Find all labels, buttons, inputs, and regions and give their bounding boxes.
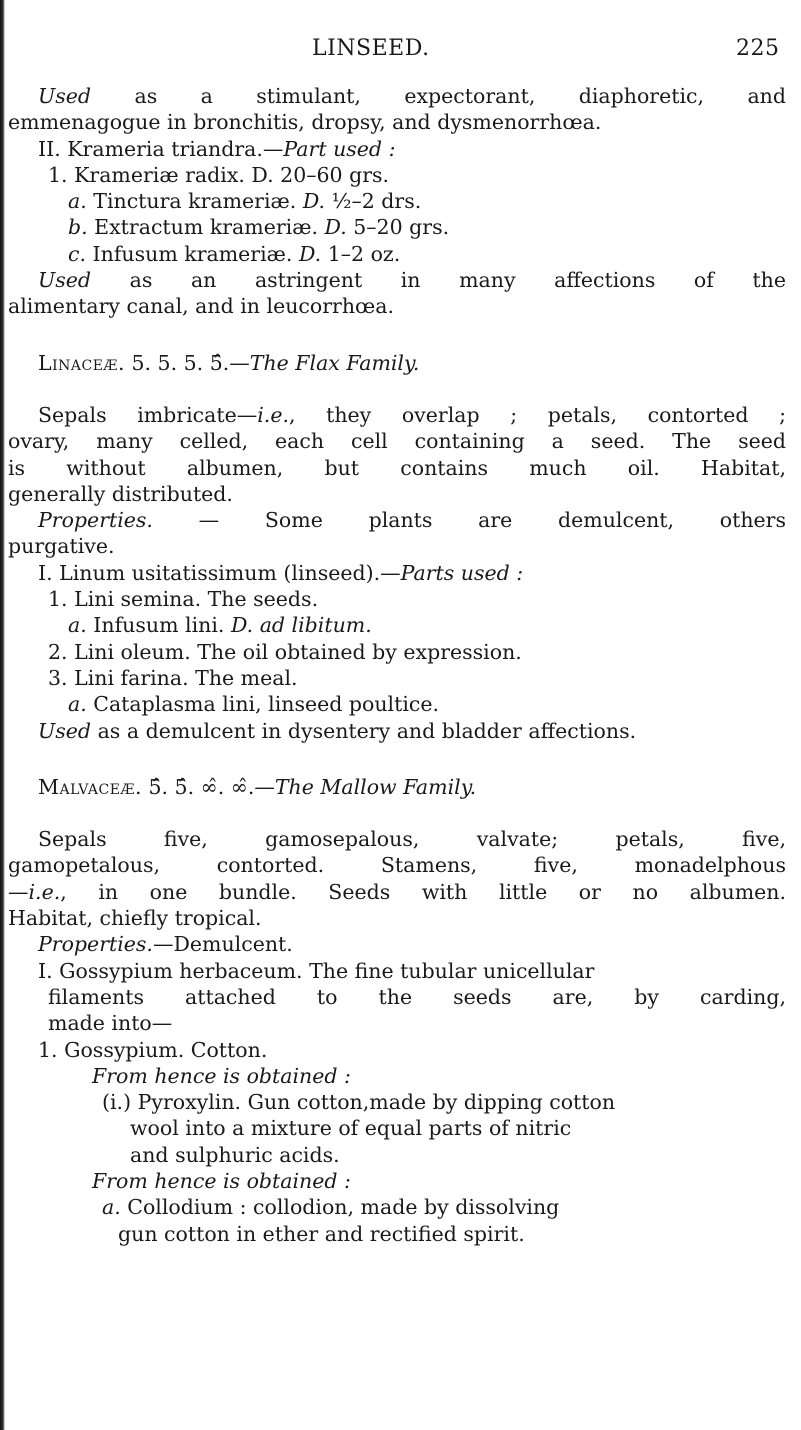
linaceae-heading: Linaceæ. 5. 5. 5. 5̂.—The Flax Family.	[38, 350, 420, 375]
malvaceae-from-hence-1: From hence is obtained :	[92, 1063, 351, 1088]
spacer	[8, 800, 786, 826]
running-title: LINSEED.	[312, 36, 430, 61]
linaceae-item-1: 1. Lini semina. The seeds.	[48, 587, 319, 612]
linaceae-species: I. Linum usitatissimum (linseed).—Parts used :	[38, 560, 524, 585]
spacer	[8, 320, 786, 350]
linaceae-item-2: 2. Lini oleum. The oil obtained by expression.	[48, 639, 522, 664]
linaceae-desc-line-3: is without albumen, but contains much oil. Habitat,	[8, 455, 786, 480]
linaceae-item-a: a. Infusum lini. D. ad libitum.	[68, 613, 372, 638]
linaceae-desc-line-2: ovary, many celled, each cell containing a seed. The seed	[8, 429, 786, 454]
pyroxylin-line-3: and sulphuric acids.	[130, 1142, 340, 1167]
malvaceae-desc-line-4: Habitat, chiefly tropical.	[8, 906, 262, 931]
malvaceae-desc-line-2: gamopetalous, contorted. Stamens, five, monadelphous	[8, 853, 786, 878]
linaceae-item-3: 3. Lini farina. The meal.	[48, 665, 298, 690]
linaceae-properties-line-1: Properties. — Some plants are demulcent, others	[38, 508, 786, 533]
collodium-line-1: a. Collodium : collodion, made by dissolving	[102, 1195, 560, 1220]
krameria-used-2-line-2: alimentary canal, and in leucorrhœa.	[8, 294, 395, 319]
spacer	[8, 744, 786, 774]
malvaceae-species-line-1: I. Gossypium herbaceum. The fine tubular unicellular	[38, 958, 595, 983]
krameria-item-b: b. Extractum krameriæ. D. 5–20 grs.	[68, 215, 450, 240]
malvaceae-item-1: 1. Gossypium. Cotton.	[38, 1037, 268, 1062]
malvaceae-desc-line-3: —i.e., in one bundle. Seeds with little or no albumen.	[8, 879, 786, 904]
linaceae-properties-line-2: purgative.	[8, 534, 115, 559]
malvaceae-desc-line-1: Sepals five, gamosepalous, valvate; petals, five,	[38, 827, 786, 852]
krameria-item-c: c. Infusum krameriæ. D. 1–2 oz.	[68, 241, 401, 266]
krameria-item-a: a. Tinctura krameriæ. D. ½–2 drs.	[68, 189, 422, 214]
malvaceae-from-hence-2: From hence is obtained :	[92, 1168, 351, 1193]
page-number: 225	[736, 36, 780, 61]
krameria-used-2-line-1: Used as an astringent in many affections of the	[38, 268, 786, 293]
malvaceae-species-line-2: filaments attached to the seeds are, by carding,	[48, 984, 786, 1009]
krameria-item-1: 1. Krameriæ radix. D. 20–60 grs.	[48, 162, 390, 187]
malvaceae-properties: Properties.—Demulcent.	[38, 932, 293, 957]
malvaceae-species-line-3: made into—	[48, 1011, 173, 1036]
page-header	[0, 36, 801, 64]
page-body	[8, 83, 786, 1247]
linaceae-desc-line-4: generally distributed.	[8, 481, 233, 506]
collodium-line-2: gun cotton in ether and rectified spirit.	[118, 1221, 525, 1246]
pyroxylin-line-2: wool into a mixture of equal parts of nitric	[130, 1116, 572, 1141]
krameria-heading: II. Krameria triandra.—Part used :	[38, 136, 396, 161]
pyroxylin-line-1: (i.) Pyroxylin. Gun cotton,made by dipping cotton	[102, 1090, 616, 1115]
krameria-used-line-1: Used as a stimulant, expectorant, diaphoretic, and	[38, 84, 786, 108]
linaceae-used: Used as a demulcent in dysentery and bladder affections.	[38, 718, 637, 743]
malvaceae-heading: Malvaceæ. 5̂. 5̂. ∞̂. ∞̂.—The Mallow Family.	[38, 774, 477, 799]
linaceae-desc-line-1: Sepals imbricate—i.e., they overlap ; petals, contorted ;	[38, 402, 786, 427]
spacer	[8, 376, 786, 402]
linaceae-item-3a: a. Cataplasma lini, linseed poultice.	[68, 692, 440, 717]
krameria-used-line-2: emmenagogue in bronchitis, dropsy, and dysmenorrhœa.	[8, 110, 602, 135]
